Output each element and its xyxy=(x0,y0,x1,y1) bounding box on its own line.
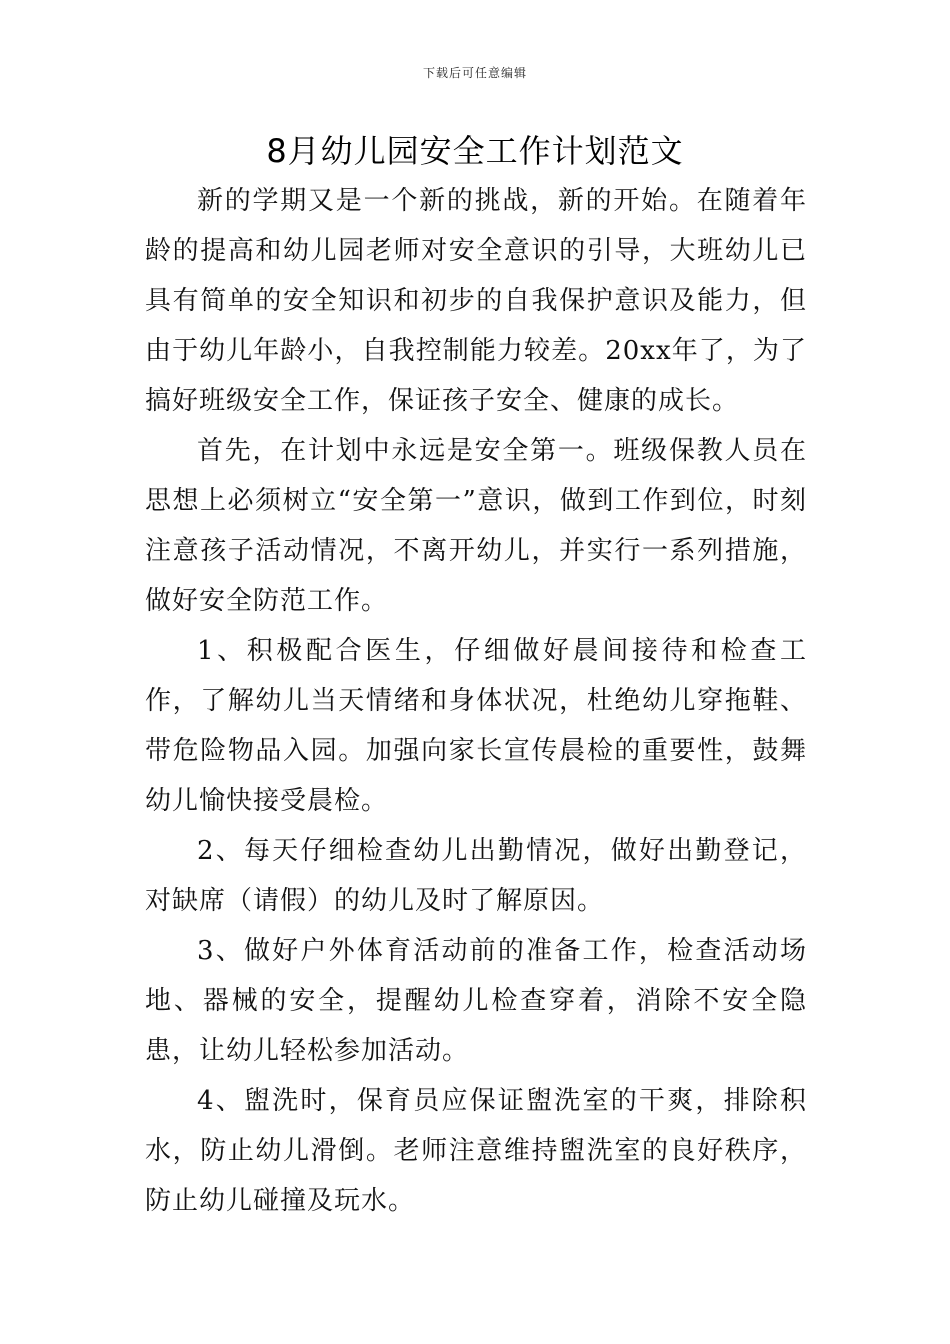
paragraph-safety-first: 首先，在计划中永远是安全第一。班级保教人员在思想上必须树立“安全第一”意识，做到工作到位，时刻注意孩子活动情况，不离开幼儿，并实行一系列措施，做好安全防范工作。 xyxy=(145,436,807,616)
paragraph-item-4: 4、盥洗时，保育员应保证盥洗室的干爽，排除积水，防止幼儿滑倒。老师注意维持盥洗室的良好秩序，防止幼儿碰撞及玩水。 xyxy=(145,1086,807,1216)
paragraph-item-3: 3、做好户外体育活动前的准备工作，检查活动场地、器械的安全，提醒幼儿检查穿着，消除不安全隐患，让幼儿轻松参加活动。 xyxy=(145,936,807,1066)
paragraph-item-1: 1、积极配合医生，仔细做好晨间接待和检查工作，了解幼儿当天情绪和身体状况，杜绝幼儿穿拖鞋、带危险物品入园。加强向家长宣传晨检的重要性，鼓舞幼儿愉快接受晨检。 xyxy=(145,636,807,816)
paragraph-item-2: 2、每天仔细检查幼儿出勤情况，做好出勤登记，对缺席（请假）的幼儿及时了解原因。 xyxy=(145,836,807,916)
document-body xyxy=(145,176,807,1226)
paragraph-intro: 新的学期又是一个新的挑战，新的开始。在随着年龄的提高和幼儿园老师对安全意识的引导，大班幼儿已具有简单的安全知识和初步的自我保护意识及能力，但由于幼儿年龄小，自我控制能力较差。20xx年了，为了搞好班级安全工作，保证孩子安全、健康的成长。 xyxy=(145,186,807,416)
document-title: 8月幼儿园安全工作计划范文 xyxy=(266,132,684,170)
header-note: 下载后可任意编辑 xyxy=(422,66,527,80)
